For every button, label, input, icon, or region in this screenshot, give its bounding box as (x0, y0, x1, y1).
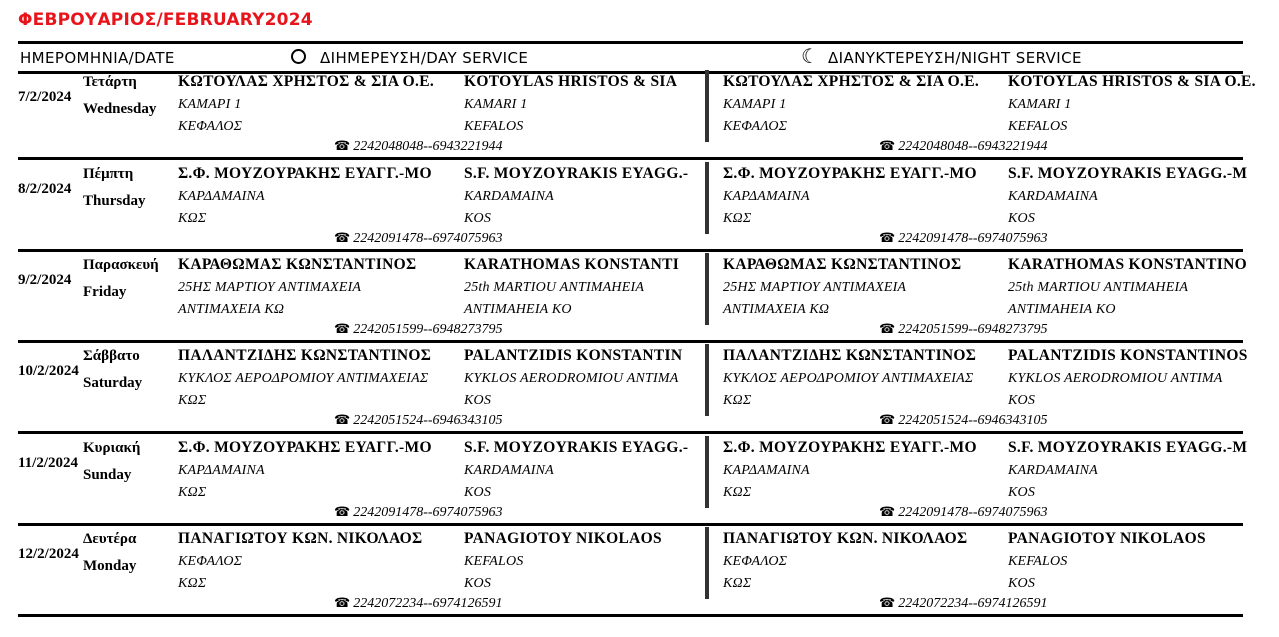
day-name-greek: Τετάρτη (83, 74, 137, 90)
night-phone (879, 139, 1048, 155)
day-phone-number: 2242051599--6948273795 (353, 322, 503, 337)
day-name-greek: Δευτέρα (83, 531, 137, 547)
telephone-icon: ☎ (334, 413, 351, 428)
night-phone-number: 2242091478--6974075963 (898, 231, 1048, 246)
night-address-line1-english: KYKLOS AERODROMIOU ANTIMA (1008, 371, 1223, 386)
night-phone-number: 2242051524--6946343105 (898, 413, 1048, 428)
night-address-line1-greek: ΚΑΡΔΑΜΑΙΝΑ (723, 189, 810, 204)
day-address-line1-greek: ΚΕΦΑΛΟΣ (178, 554, 243, 569)
day-phone-number: 2242091478--6974075963 (353, 505, 503, 520)
day-name-greek: Παρασκευή (83, 257, 159, 273)
night-phone (879, 231, 1048, 247)
telephone-icon: ☎ (879, 505, 896, 520)
telephone-icon: ☎ (879, 596, 896, 611)
day-pharmacy-name-greek: Σ.Φ. ΜΟΥΖΟΥΡΑΚΗΣ ΕΥΑΓΓ.-ΜΟ (178, 165, 432, 182)
night-address-line1-english: KARDAMAINA (1008, 189, 1098, 204)
day-address-line2-english: KOS (464, 576, 492, 591)
telephone-icon: ☎ (879, 322, 896, 337)
night-pharmacy-name-greek: Σ.Φ. ΜΟΥΖΟΥΡΑΚΗΣ ΕΥΑΓΓ.-ΜΟ (723, 439, 977, 456)
day-name-english: Sunday (83, 467, 132, 483)
day-address-line2-greek: ΚΩΣ (178, 485, 207, 500)
telephone-icon: ☎ (879, 231, 896, 246)
service-divider (705, 253, 709, 325)
day-pharmacy-name-greek: ΚΑΡΑΘΩΜΑΣ ΚΩΝΣΤΑΝΤΙΝΟΣ (178, 256, 417, 273)
night-address-line2-greek: ΚΕΦΑΛΟΣ (723, 119, 788, 134)
day-phone (334, 322, 503, 338)
night-address-line1-greek: ΚΥΚΛΟΣ ΑΕΡΟΔΡΟΜΙΟΥ ΑΝΤΙΜΑΧΕΙΑΣ (723, 371, 974, 386)
service-divider (705, 344, 709, 416)
telephone-icon: ☎ (334, 139, 351, 154)
page-title: ΦΕΒΡΟΥΑΡΙΟΣ/FEBRUARY2024 (18, 10, 313, 30)
moon-icon: ☾ (801, 44, 819, 68)
night-phone (879, 596, 1048, 612)
night-address-line1-english: 25th MARTIOU ANTIMAHEIA (1008, 280, 1189, 295)
day-phone-number: 2242048048--6943221944 (353, 139, 503, 154)
day-name-english: Monday (83, 558, 137, 574)
day-address-line1-english: KYKLOS AERODROMIOU ANTIMA (464, 371, 679, 386)
night-address-line1-english: KEFALOS (1008, 554, 1068, 569)
night-pharmacy-name-greek: ΠΑΛΑΝΤΖΙΔΗΣ ΚΩΝΣΤΑΝΤΙΝΟΣ (723, 347, 977, 364)
night-phone-number: 2242072234--6974126591 (898, 596, 1048, 611)
day-pharmacy-name-english: PALANTZIDIS KONSTANTIN (464, 347, 683, 364)
day-address-line2-english: ANTIMAHEIA KO (464, 302, 572, 317)
telephone-icon: ☎ (334, 596, 351, 611)
day-pharmacy-name-english: S.F. MOYZOYRAKIS EYAGG.- (464, 439, 689, 456)
date-cell: 8/2/2024 (18, 181, 72, 197)
night-address-line2-greek: ΚΩΣ (723, 576, 752, 591)
day-address-line1-english: KAMARI 1 (464, 97, 528, 112)
day-address-line1-greek: ΚΑΜΑΡΙ 1 (178, 97, 242, 112)
night-address-line1-greek: ΚΑΡΔΑΜΑΙΝΑ (723, 463, 810, 478)
night-pharmacy-name-english: S.F. MOYZOYRAKIS EYAGG.-M (1008, 439, 1248, 456)
row-separator (18, 614, 1243, 617)
night-phone (879, 322, 1048, 338)
day-name-english: Thursday (83, 193, 146, 209)
day-pharmacy-name-greek: ΠΑΛΑΝΤΖΙΔΗΣ ΚΩΝΣΤΑΝΤΙΝΟΣ (178, 347, 432, 364)
telephone-icon: ☎ (334, 505, 351, 520)
telephone-icon: ☎ (879, 139, 896, 154)
service-divider (705, 436, 709, 508)
day-name-greek: Κυριακή (83, 440, 141, 456)
day-address-line2-english: KOS (464, 393, 492, 408)
day-pharmacy-name-english: KARATHOMAS KONSTANTI (464, 256, 680, 273)
night-phone (879, 505, 1048, 521)
day-name-greek: Σάββατο (83, 348, 140, 364)
day-phone (334, 139, 503, 155)
day-pharmacy-name-greek: ΚΩΤΟΥΛΑΣ ΧΡΗΣΤΟΣ & ΣΙΑ Ο.Ε. (178, 73, 435, 90)
night-phone-number: 2242051599--6948273795 (898, 322, 1048, 337)
table-row (18, 434, 1248, 526)
night-address-line1-greek: ΚΑΜΑΡΙ 1 (723, 97, 787, 112)
night-address-line2-english: KOS (1008, 576, 1036, 591)
night-phone-number: 2242048048--6943221944 (898, 139, 1048, 154)
day-pharmacy-name-greek: ΠΑΝΑΓΙΩΤΟΥ ΚΩΝ. ΝΙΚΟΛΑΟΣ (178, 530, 423, 547)
table-row (18, 342, 1248, 434)
date-cell: 7/2/2024 (18, 89, 72, 105)
date-cell: 12/2/2024 (18, 546, 79, 562)
table-row (18, 160, 1248, 252)
night-address-line2-greek: ΚΩΣ (723, 393, 752, 408)
service-divider (705, 70, 709, 142)
day-pharmacy-name-greek: Σ.Φ. ΜΟΥΖΟΥΡΑΚΗΣ ΕΥΑΓΓ.-ΜΟ (178, 439, 432, 456)
night-pharmacy-name-english: KARATHOMAS KONSTANTINO (1008, 256, 1247, 273)
day-address-line1-greek: ΚΥΚΛΟΣ ΑΕΡΟΔΡΟΜΙΟΥ ΑΝΤΙΜΑΧΕΙΑΣ (178, 371, 429, 386)
day-pharmacy-name-english: S.F. MOYZOYRAKIS EYAGG.- (464, 165, 689, 182)
day-address-line2-english: KOS (464, 485, 492, 500)
day-pharmacy-name-english: PANAGIOTOY NIKOLAOS (464, 530, 662, 547)
date-cell: 11/2/2024 (18, 455, 79, 471)
table-row (18, 525, 1243, 617)
day-service-header: ΔΙΗΜΕΡΕΥΣΗ/DAY SERVICE (320, 49, 529, 67)
day-phone (334, 596, 503, 612)
day-address-line2-english: KEFALOS (464, 119, 524, 134)
day-address-line2-greek: ΑΝΤΙΜΑΧΕΙΑ ΚΩ (178, 302, 285, 317)
night-address-line2-english: KOS (1008, 393, 1036, 408)
day-phone (334, 231, 503, 247)
night-phone-number: 2242091478--6974075963 (898, 505, 1048, 520)
day-address-line1-greek: ΚΑΡΔΑΜΑΙΝΑ (178, 189, 265, 204)
sun-icon (291, 49, 306, 64)
day-address-line1-greek: ΚΑΡΔΑΜΑΙΝΑ (178, 463, 265, 478)
night-pharmacy-name-greek: ΚΑΡΑΘΩΜΑΣ ΚΩΝΣΤΑΝΤΙΝΟΣ (723, 256, 962, 273)
day-address-line2-greek: ΚΩΣ (178, 211, 207, 226)
night-pharmacy-name-english: PALANTZIDIS KONSTANTINOS (1008, 347, 1248, 364)
night-phone (879, 413, 1048, 429)
day-address-line1-english: KEFALOS (464, 554, 524, 569)
day-phone-number: 2242051524--6946343105 (353, 413, 503, 428)
day-address-line1-english: KARDAMAINA (464, 189, 554, 204)
table-row (18, 251, 1247, 343)
night-pharmacy-name-greek: ΠΑΝΑΓΙΩΤΟΥ ΚΩΝ. ΝΙΚΟΛΑΟΣ (723, 530, 968, 547)
night-address-line2-greek: ΚΩΣ (723, 485, 752, 500)
night-address-line2-english: ANTIMAHEIA KO (1008, 302, 1116, 317)
telephone-icon: ☎ (879, 413, 896, 428)
night-address-line2-english: KOS (1008, 211, 1036, 226)
service-divider (705, 527, 709, 599)
night-address-line2-english: KEFALOS (1008, 119, 1068, 134)
night-pharmacy-name-greek: Σ.Φ. ΜΟΥΖΟΥΡΑΚΗΣ ΕΥΑΓΓ.-ΜΟ (723, 165, 977, 182)
night-service-header: ΔΙΑΝΥΚΤΕΡΕΥΣΗ/NIGHT SERVICE (828, 49, 1082, 67)
day-name-english: Saturday (83, 375, 143, 391)
night-pharmacy-name-english: KOTOYLAS HRISTOS & SIA O.E. (1008, 73, 1256, 90)
night-pharmacy-name-english: PANAGIOTOY NIKOLAOS (1008, 530, 1206, 547)
day-name-english: Wednesday (83, 101, 157, 117)
day-address-line2-english: KOS (464, 211, 492, 226)
telephone-icon: ☎ (334, 231, 351, 246)
night-address-line1-greek: ΚΕΦΑΛΟΣ (723, 554, 788, 569)
night-address-line1-english: KAMARI 1 (1008, 97, 1072, 112)
day-address-line1-english: 25th MARTIOU ANTIMAHEIA (464, 280, 645, 295)
day-name-greek: Πέμπτη (83, 166, 134, 182)
day-pharmacy-name-english: KOTOYLAS HRISTOS & SIA (464, 73, 678, 90)
date-column-header: ΗΜΕΡΟΜΗΝΙΑ/DATE (20, 49, 175, 67)
day-phone-number: 2242072234--6974126591 (353, 596, 503, 611)
service-divider (705, 162, 709, 234)
table-row (18, 68, 1256, 160)
date-cell: 10/2/2024 (18, 363, 79, 379)
date-cell: 9/2/2024 (18, 272, 72, 288)
day-address-line2-greek: ΚΩΣ (178, 576, 207, 591)
night-pharmacy-name-greek: ΚΩΤΟΥΛΑΣ ΧΡΗΣΤΟΣ & ΣΙΑ Ο.Ε. (723, 73, 980, 90)
telephone-icon: ☎ (334, 322, 351, 337)
night-address-line1-english: KARDAMAINA (1008, 463, 1098, 478)
night-address-line2-english: KOS (1008, 485, 1036, 500)
day-phone (334, 413, 503, 429)
day-name-english: Friday (83, 284, 127, 300)
day-address-line1-english: KARDAMAINA (464, 463, 554, 478)
day-phone (334, 505, 503, 521)
day-address-line2-greek: ΚΕΦΑΛΟΣ (178, 119, 243, 134)
night-address-line1-greek: 25ΗΣ ΜΑΡΤΙΟΥ ΑΝΤΙΜΑΧΕΙΑ (723, 280, 907, 295)
day-address-line2-greek: ΚΩΣ (178, 393, 207, 408)
night-address-line2-greek: ΑΝΤΙΜΑΧΕΙΑ ΚΩ (723, 302, 830, 317)
day-phone-number: 2242091478--6974075963 (353, 231, 503, 246)
day-address-line1-greek: 25ΗΣ ΜΑΡΤΙΟΥ ΑΝΤΙΜΑΧΕΙΑ (178, 280, 362, 295)
night-address-line2-greek: ΚΩΣ (723, 211, 752, 226)
night-pharmacy-name-english: S.F. MOYZOYRAKIS EYAGG.-M (1008, 165, 1248, 182)
